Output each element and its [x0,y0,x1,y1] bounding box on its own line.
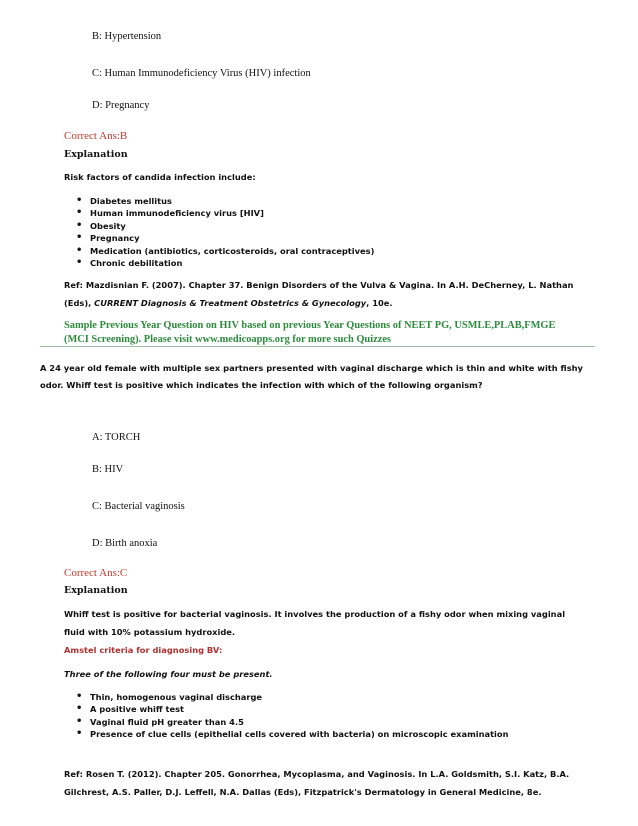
list-item: • Human immunodeficiency virus [HIV] [90,207,374,219]
list-item: • Vaginal fluid pH greater than 4.5 [90,716,509,728]
promo-line-1: Sample Previous Year Question on HIV based on previous Year Questions of NEET PG, USMLE,PLAB,FMGE [64,320,556,331]
q2-criteria-intro: Three of the following four must be present. [64,669,273,679]
list-item: • Chronic debilitation [90,257,374,269]
q2-option-b: B: HIV [92,464,124,475]
q1-reference [64,276,584,312]
q2-option-a: A: TORCH [92,432,141,443]
list-item: • Pregnancy [90,232,374,244]
list-item: • Medication (antibiotics, corticosteroids, oral contraceptives) [90,245,374,257]
q2-explanation-heading: Explanation [64,585,128,596]
q2-question: A 24 year old female with multiple sex partners presented with vaginal discharge which is thin and white with fishy odor. Whiff test is positive which indicates the infection with which of the following organism? [40,363,583,390]
list-item: • Diabetes mellitus [90,195,374,207]
q1-option-c: C: Human Immunodeficiency Virus (HIV) infection [92,68,311,79]
q2-correct-answer: Correct Ans:C [64,567,128,579]
q2-option-d: D: Birth anoxia [92,538,158,549]
q1-ref-suffix: , 10e. [366,298,393,308]
q1-risk-factor-list [64,195,374,269]
list-item: • Presence of clue cells (epithelial cells covered with bacteria) on microscopic examination [90,728,509,740]
list-item: • Obesity [90,220,374,232]
q2-reference: Ref: Rosen T. (2012). Chapter 205. Gonorrhea, Mycoplasma, and Vaginosis. In L.A. Goldsmith, S.I. Katz, B.A. Gilchrest, A.S. Paller, D.J. Leffell, N.A. Dallas (Eds), Fitzpatrick's Dermatology in General Medicine, 8e. [64,769,570,797]
q2-option-c: C: Bacterial vaginosis [92,501,185,512]
q1-ref-prefix: Ref: Mazdisnian F. (2007). Chapter 37. Benign Disorders of the Vulva & Vagina. In A.H. DeCherney, L. Nathan (Eds), [64,280,574,308]
q1-option-d: D: Pregnancy [92,100,150,111]
q1-explanation-heading: Explanation [64,149,128,160]
q1-explanation-intro: Risk factors of candida infection include: [64,172,256,182]
q1-option-b: B: Hypertension [92,31,162,42]
list-item: • A positive whiff test [90,703,509,715]
q2-criteria-list [64,691,509,741]
q2-explanation-text: Whiff test is positive for bacterial vaginosis. It involves the production of a fishy odor when mixing vaginal fluid with 10% potassium hydroxide. [64,609,566,637]
q2-criteria-heading: Amstel criteria for diagnosing BV: [64,645,223,655]
q1-ref-book: CURRENT Diagnosis & Treatment Obstetrics & Gynecology [94,298,367,308]
list-item: • Thin, homogenous vaginal discharge [90,691,509,703]
section-divider [40,346,595,347]
q1-correct-answer: Correct Ans:B [64,130,128,142]
promo-line-2: (MCI Screening). Please visit www.medicoapps.org for more such Quizzes [64,334,391,345]
